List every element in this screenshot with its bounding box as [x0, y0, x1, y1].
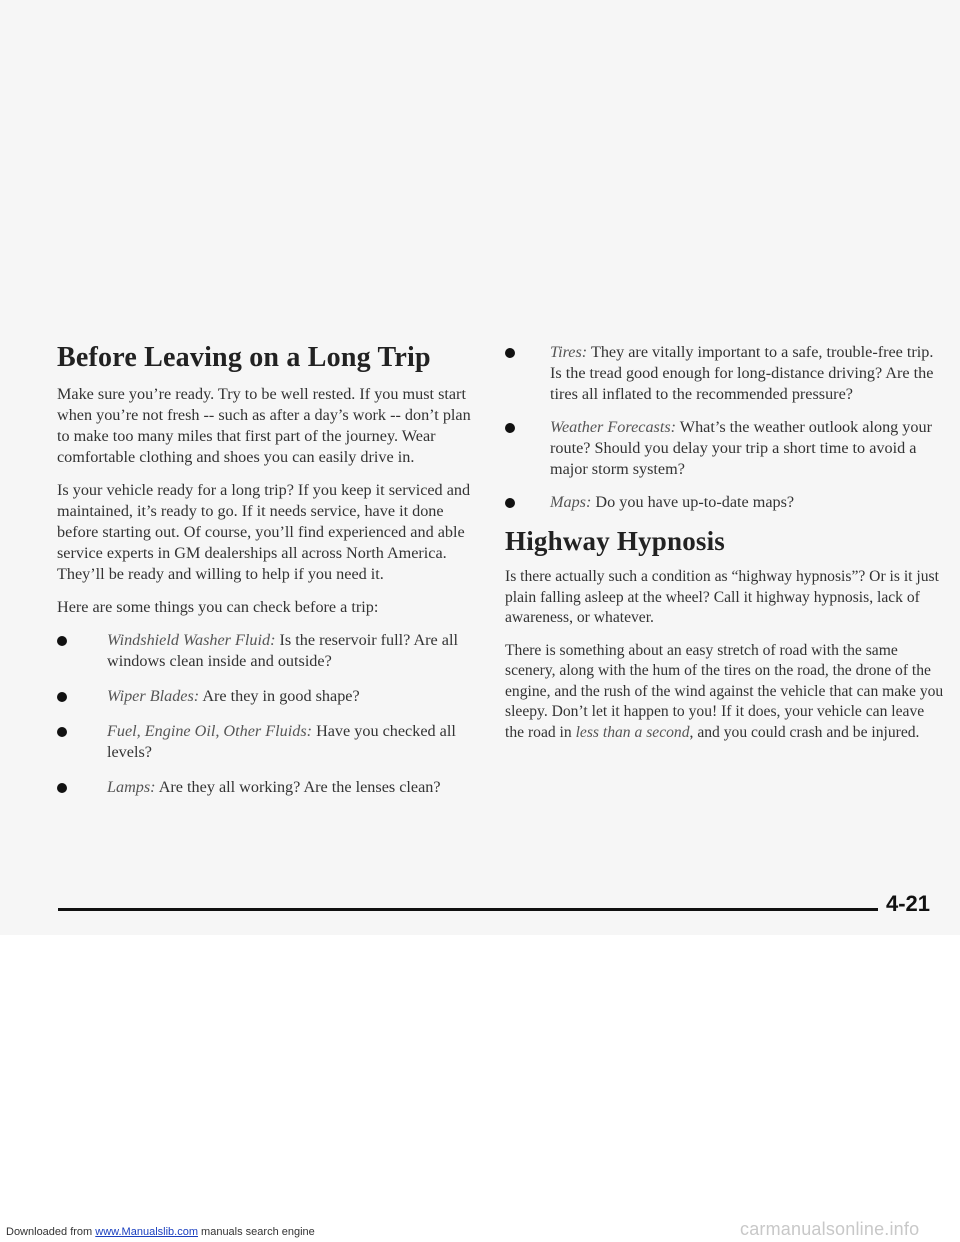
paragraph-ready: Make sure you’re ready. Try to be well rested. If you must start when you’re not fresh -- such as after a day’s work -- don’t plan to make too many miles that first part of the journey. Wear comfortable clothing and shoes you can easily drive in.	[57, 385, 471, 466]
list-item	[505, 417, 945, 480]
item-text: Have you checked all levels?	[107, 722, 456, 761]
list-item	[505, 342, 945, 405]
section-heading-highway-hypnosis: Highway Hypnosis	[505, 526, 726, 556]
item-term: Lamps:	[107, 778, 156, 796]
paragraph-hypnosis-warning	[505, 641, 945, 744]
bullet-icon	[57, 727, 67, 737]
item-text: What’s the weather outlook along your route? Should you delay your trip a short time to avoid a major storm system?	[550, 418, 932, 478]
item-term: Maps:	[550, 493, 592, 511]
item-term: Wiper Blades:	[107, 687, 200, 705]
warning-text-before: There is something about an easy stretch of road with the same scenery, along with the hum of the tires on the road, the drone of the engine, and the rush of the wind against the vehicle that can make you sleepy. Don’t let it happen to you! If it does, your vehicle can leave the road in	[505, 641, 944, 741]
watermark: carmanualsonline.info	[740, 1219, 920, 1239]
list-item	[57, 686, 482, 707]
trip-checklist	[57, 630, 482, 798]
item-text: They are vitally important to a safe, trouble-free trip. Is the tread good enough for long-distance driving? Are the tires all inflated to the recommended pressure?	[550, 343, 934, 403]
item-term: Tires:	[550, 343, 588, 361]
paragraph-checklist-intro: Here are some things you can check before a trip:	[57, 598, 379, 616]
left-column	[57, 342, 482, 812]
download-banner	[6, 1226, 315, 1238]
item-text: Is the reservoir full? Are all windows clean inside and outside?	[107, 631, 458, 670]
item-text: Are they all working? Are the lenses clean?	[155, 778, 441, 796]
section-heading-long-trip: Before Leaving on a Long Trip	[57, 342, 431, 373]
page-number: 4-21	[886, 891, 931, 916]
paragraph-hypnosis-question: Is there actually such a condition as “highway hypnosis”? Or is it just plain falling asleep at the wheel? Call it highway hypnosis, lack of awareness, or whatever.	[505, 568, 939, 626]
item-term: Fuel, Engine Oil, Other Fluids:	[107, 722, 313, 740]
warning-emphasis: less than a second	[575, 723, 690, 741]
bullet-icon	[57, 783, 67, 793]
item-term: Weather Forecasts:	[550, 418, 677, 436]
list-item	[57, 721, 482, 763]
manualslib-link[interactable]: www.Manualslib.com	[95, 1226, 198, 1238]
bullet-icon	[57, 636, 67, 646]
bullet-icon	[505, 498, 515, 508]
bullet-icon	[57, 692, 67, 702]
footer-rule	[58, 908, 878, 911]
item-text: Do you have up-to-date maps?	[591, 493, 795, 511]
warning-text-after: , and you could crash and be injured.	[689, 723, 920, 741]
paragraph-vehicle-ready: Is your vehicle ready for a long trip? If you keep it serviced and maintained, it’s ready to go. If it needs service, have it done before starting out. Of course, you’ll find experienced and able service experts in GM dealerships all across North America. They’ll be ready and willing to help if you need it.	[57, 481, 471, 583]
trip-checklist-continued	[505, 342, 945, 513]
bullet-icon	[505, 423, 515, 433]
list-item	[57, 777, 482, 798]
list-item	[505, 492, 945, 513]
banner-prefix: Downloaded from	[6, 1226, 96, 1238]
list-item	[57, 630, 482, 672]
item-term: Windshield Washer Fluid:	[107, 631, 276, 649]
right-column	[505, 342, 945, 755]
bullet-icon	[505, 348, 515, 358]
banner-suffix: manuals search engine	[197, 1226, 315, 1238]
item-text: Are they in good shape?	[199, 687, 360, 705]
